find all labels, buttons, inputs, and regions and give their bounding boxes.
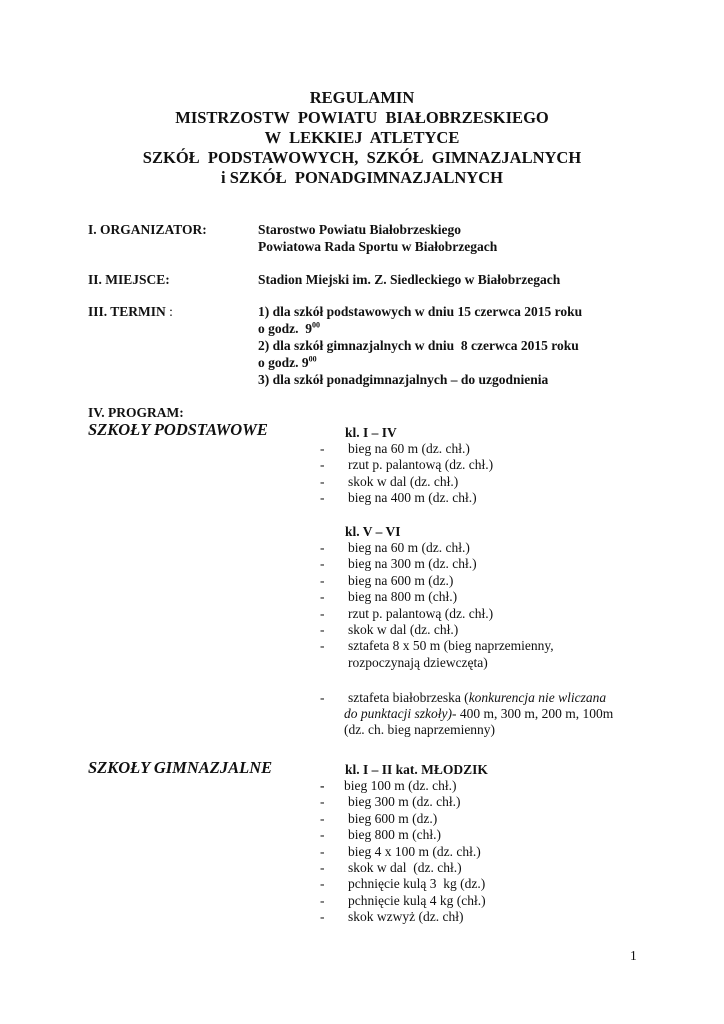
term-time-1-text: o godz. 9 [258, 321, 312, 336]
term-time-2-text: o godz. 9 [258, 355, 309, 370]
list-item: - rzut p. palantową (dz. chł.) [320, 457, 494, 473]
list-item: - bieg na 60 m (dz. chł.) [320, 441, 470, 456]
list-item: - bieg 4 x 100 m (dz. chł.) [320, 843, 481, 859]
term-label-suffix: : [165, 304, 173, 319]
term-label-text: III. TERMIN [88, 304, 166, 319]
gymnasium-events [320, 778, 486, 926]
term-time-1-minutes: 00 [312, 320, 320, 330]
program-label: IV. PROGRAM: [88, 405, 184, 420]
term-time-2-minutes: 00 [308, 354, 317, 364]
list-item: - skok w dal (dz. chł.) [320, 860, 462, 876]
list-item: - bieg 800 m (chł.) [320, 827, 441, 843]
organizer-line-1: Starostwo Powiatu Białobrzeskiego [258, 222, 461, 237]
list-item: - bieg na 60 m (dz. chł.) [320, 540, 470, 555]
list-item: - sztafeta białobrzeska (konkurencja nie wliczana [320, 690, 607, 705]
list-item: - bieg na 800 m (chł.) [320, 589, 458, 605]
list-item: - bieg na 300 m (dz. chł.) [320, 556, 477, 572]
list-item: - rzut p. palantową (dz. chł.) [320, 605, 494, 621]
list-item: - bieg 600 m (dz.) [320, 810, 438, 826]
term-line-2: 2) dla szkół gimnazjalnych w dniu 8 czerwca 2015 roku [258, 338, 579, 353]
place-label: II. MIEJSCE: [88, 272, 170, 287]
list-item: - pchnięcie kulą 3 kg (dz.) [320, 876, 486, 892]
document-title [0, 88, 724, 188]
list-item: - pchnięcie kulą 4 kg (chł.) [320, 892, 486, 908]
term-line-3: 3) dla szkół ponadgimnazjalnych – do uzgodnienia [258, 372, 549, 387]
relay-note-line-2: do punktacji szkoły)- 400 m, 300 m, 200 m, 100m [344, 706, 614, 721]
list-item: - bieg na 600 m (dz.) [320, 572, 454, 588]
term-time-2 [258, 354, 317, 371]
primary-class-1-4: kl. I – IV [345, 425, 397, 440]
page-number: 1 [630, 948, 637, 963]
list-item: - bieg 300 m (dz. chł.) [320, 794, 461, 810]
gymnasium-schools-heading: SZKOŁY GIMNAZJALNE [88, 758, 273, 777]
list-item: rozpoczynają dziewczęta) [348, 654, 488, 670]
list-item: - skok wzwyż (dz. chł) [320, 909, 464, 925]
primary-class-5-6: kl. V – VI [345, 524, 401, 539]
organizer-label: I. ORGANIZATOR: [88, 222, 207, 237]
term-time-1 [258, 320, 320, 337]
title-line-5: i SZKÓŁ PONADGIMNAZJALNYCH [221, 168, 503, 187]
list-item: - skok w dal (dz. chł.) [320, 473, 459, 489]
place-value: Stadion Miejski im. Z. Siedleckiego w Białobrzegach [258, 272, 561, 287]
title-line-3: W LEKKIEJ ATLETYCE [264, 128, 460, 147]
list-item: - sztafeta 8 x 50 m (bieg naprzemienny, [320, 638, 554, 654]
organizer-line-2: Powiatowa Rada Sportu w Białobrzegach [258, 239, 498, 254]
primary-schools-heading: SZKOŁY PODSTAWOWE [88, 420, 268, 439]
primary-relay-event [320, 690, 606, 706]
list-item: - bieg 100 m (dz. chł.) [320, 778, 457, 793]
title-line-1: REGULAMIN [309, 88, 415, 107]
gymnasium-class-1-2: kl. I – II kat. MŁODZIK [345, 762, 488, 777]
primary-class-1-4-events [320, 441, 493, 507]
title-line-2: MISTRZOSTW POWIATU BIAŁOBRZESKIEGO [175, 108, 549, 127]
term-label [88, 303, 173, 320]
list-item: - bieg na 400 m (dz. chł.) [320, 490, 477, 506]
primary-class-5-6-events [320, 540, 554, 671]
title-line-4: SZKÓŁ PODSTAWOWYCH, SZKÓŁ GIMNAZJALNYCH [142, 148, 582, 167]
relay-note-line-3: (dz. ch. bieg naprzemienny) [344, 722, 496, 737]
list-item: - skok w dal (dz. chł.) [320, 622, 459, 638]
term-line-1: 1) dla szkół podstawowych w dniu 15 czerwca 2015 roku [258, 304, 583, 319]
